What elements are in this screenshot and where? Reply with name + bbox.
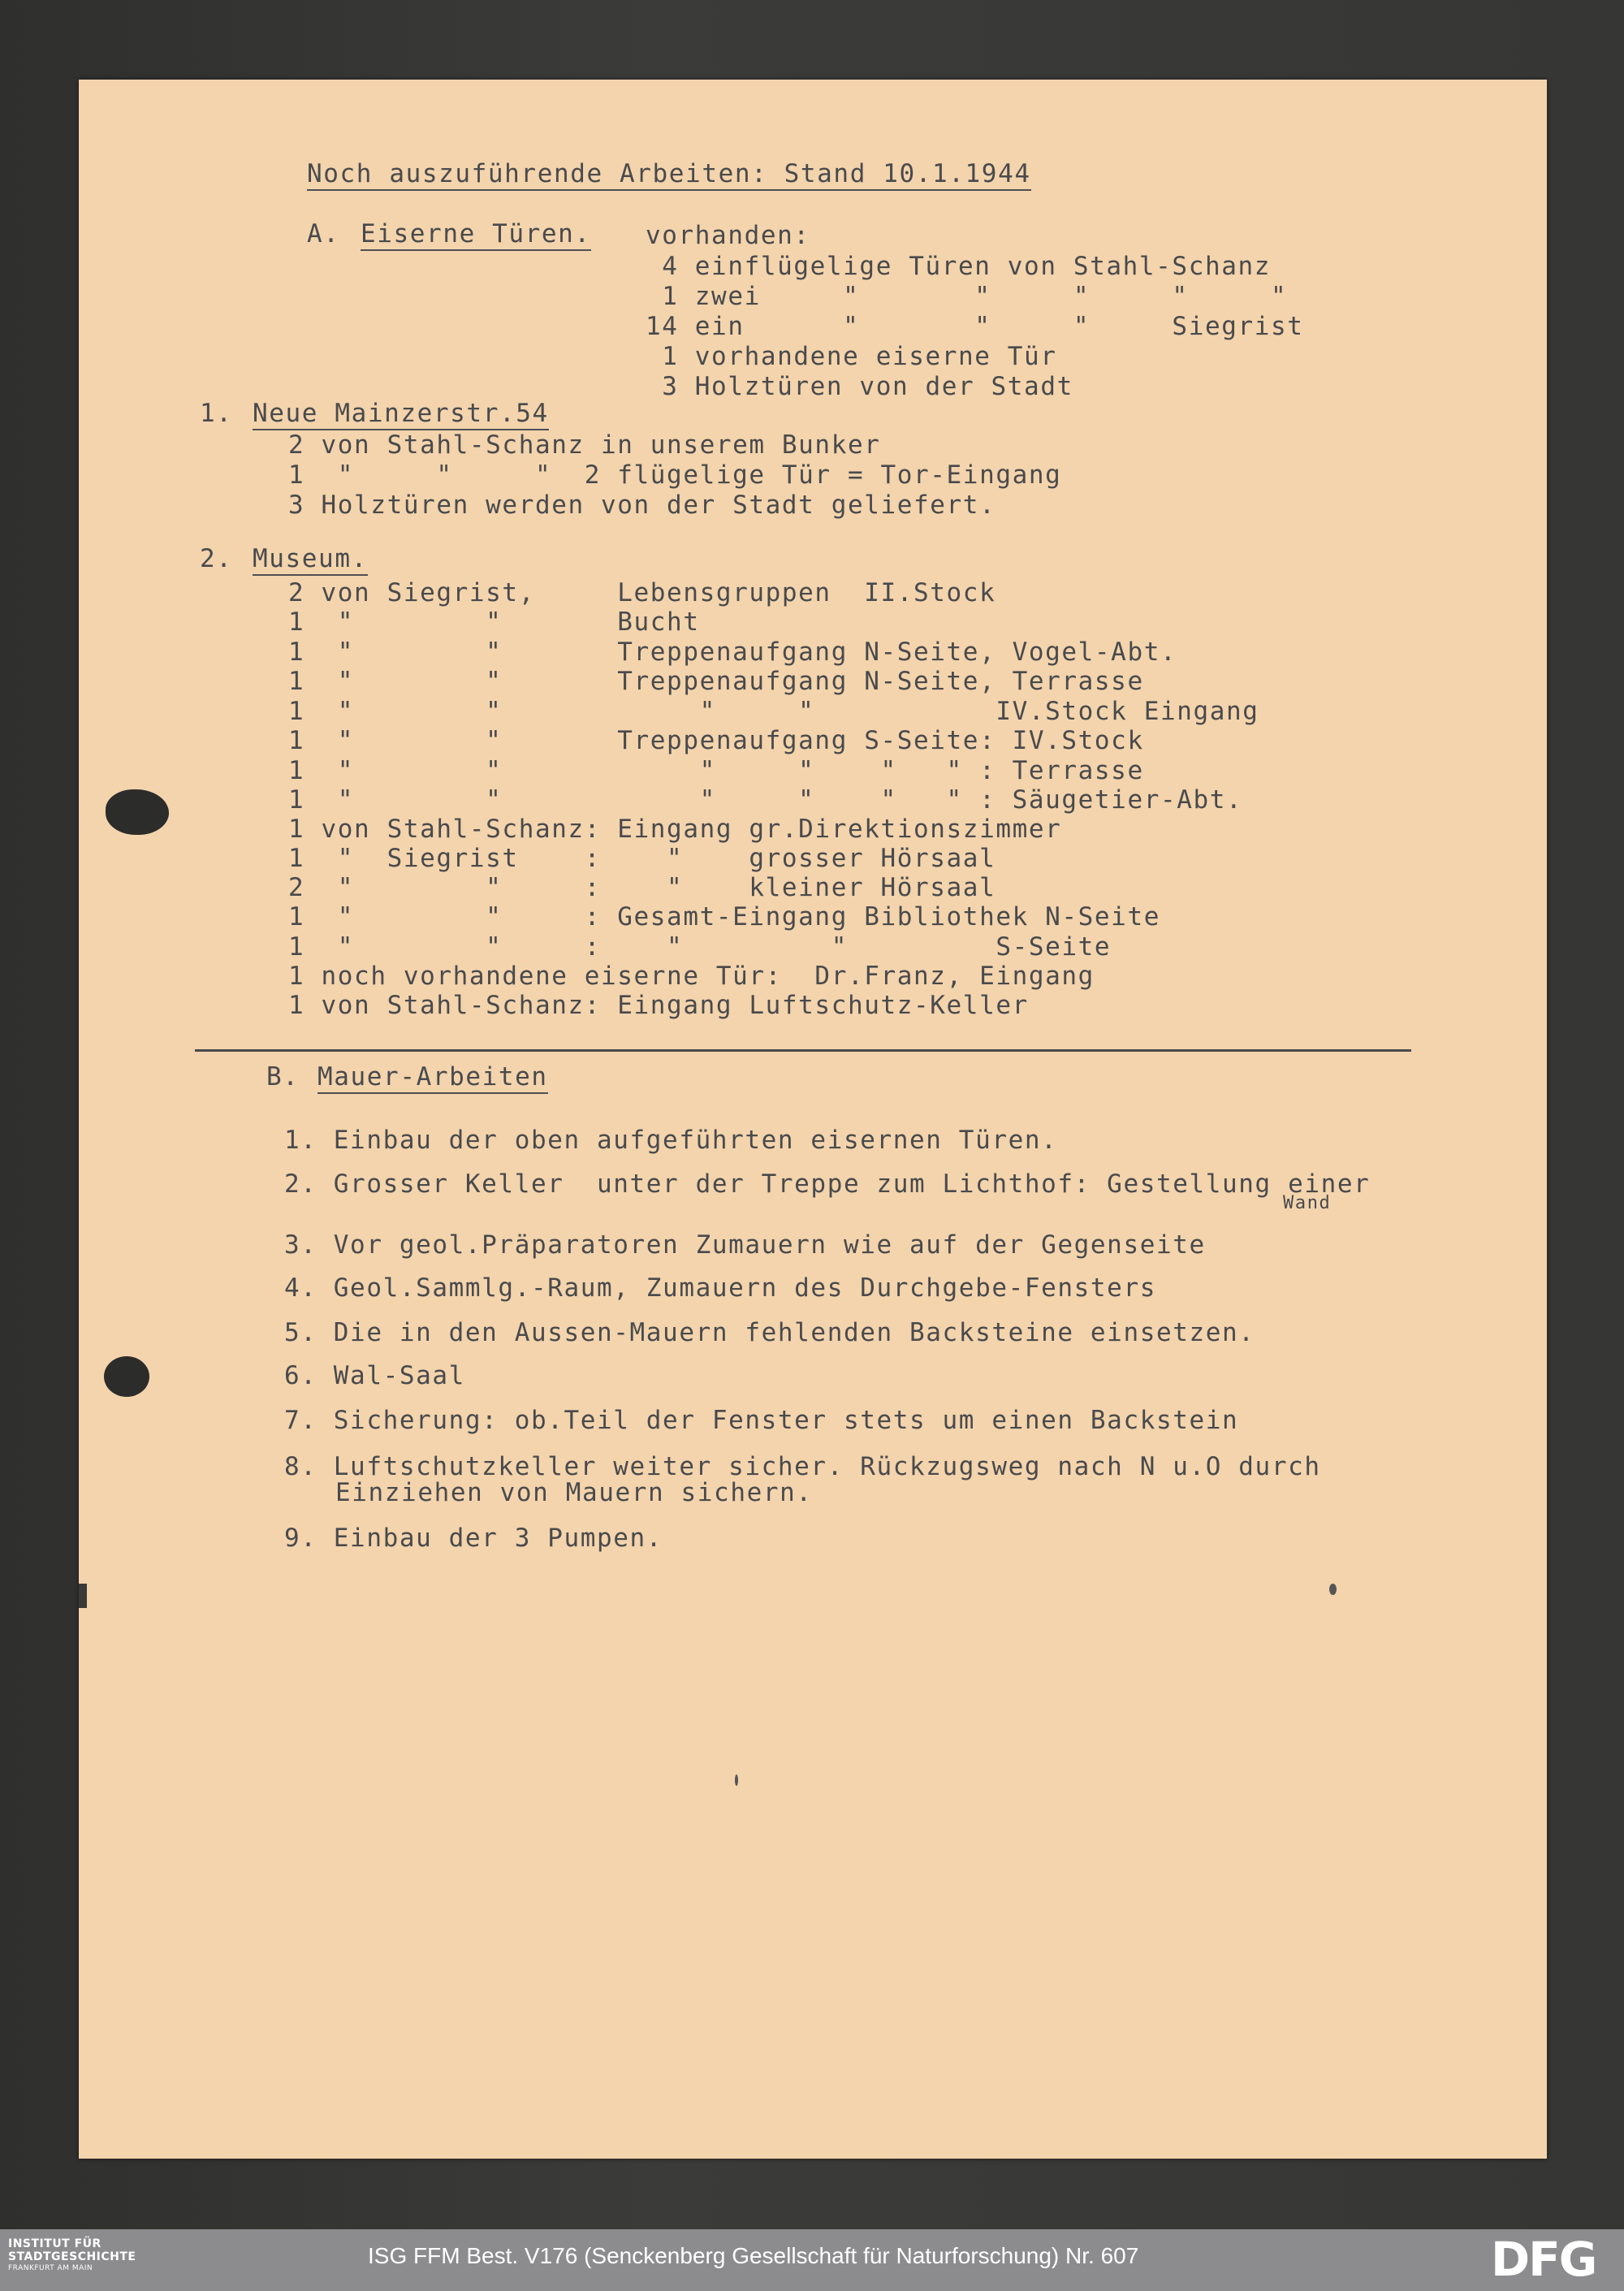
ink-speck <box>1329 1584 1337 1595</box>
work-item: 1. Einbau der oben aufgeführten eisernen Türen. <box>284 1126 1058 1155</box>
dfg-logo: DFG <box>1491 2232 1596 2287</box>
item-1-heading: Neue Mainzerstr.54 <box>253 399 549 430</box>
museum-line: 1 " " " " IV.Stock Eingang <box>288 697 1259 726</box>
item-1-line: 2 von Stahl-Schanz in unserem Bunker <box>288 430 881 460</box>
work-item: 3. Vor geol.Präparatoren Zumauern wie auf der Gegenseite <box>284 1230 1206 1260</box>
item-2-label: 2. <box>200 544 233 573</box>
punch-hole <box>104 1356 149 1397</box>
inventory-line: 14 ein " " " Siegrist <box>646 312 1304 341</box>
inventory-line: 1 vorhandene eiserne Tür <box>646 342 1057 371</box>
work-item: 4. Geol.Sammlg.-Raum, Zumauern des Durchgebe-Fensters <box>284 1273 1156 1303</box>
work-item: 2. Grosser Keller unter der Treppe zum Lichthof: Gestellung einer <box>284 1169 1371 1199</box>
museum-line: 1 " " : " " S-Seite <box>288 932 1112 962</box>
item-2-heading: Museum. <box>253 544 368 576</box>
work-item: 8. Luftschutzkeller weiter sicher. Rückzugsweg nach N u.O durch <box>284 1452 1321 1481</box>
museum-line: 1 " " : Gesamt-Eingang Bibliothek N-Seite <box>288 902 1160 932</box>
museum-line: 1 " " Treppenaufgang S-Seite: IV.Stock <box>288 726 1144 755</box>
item-1-line: 1 " " " 2 flügelige Tür = Tor-Eingang <box>288 460 1062 490</box>
logo-line: INSTITUT FÜR <box>8 2237 102 2250</box>
paper-tear <box>79 1584 87 1608</box>
work-item: 5. Die in den Aussen-Mauern fehlenden Backsteine einsetzen. <box>284 1318 1255 1347</box>
institute-logo <box>8 2237 154 2273</box>
inventory-line: 3 Holztüren von der Stadt <box>646 372 1073 401</box>
work-item-insert: Wand <box>1283 1193 1332 1213</box>
item-1-line: 3 Holztüren werden von der Stadt geliefert. <box>288 491 996 520</box>
logo-line: FRANKFURT AM MAIN <box>8 2264 93 2272</box>
item-1-label: 1. <box>200 399 233 428</box>
museum-line: 1 " " " " " " : Terrasse <box>288 756 1144 785</box>
ink-speck <box>735 1774 738 1786</box>
museum-line: 1 noch vorhandene eiserne Tür: Dr.Franz, Eingang <box>288 962 1095 991</box>
museum-line: 1 " " Treppenaufgang N-Seite, Vogel-Abt. <box>288 638 1177 667</box>
punch-hole <box>106 789 169 835</box>
section-divider <box>195 1049 1411 1052</box>
section-b-heading: Mauer-Arbeiten <box>317 1062 548 1094</box>
museum-line: 1 von Stahl-Schanz: Eingang Luftschutz-Keller <box>288 991 1029 1020</box>
museum-line: 1 " Siegrist : " grosser Hörsaal <box>288 844 996 873</box>
logo-line: STADTGESCHICHTE <box>8 2250 136 2263</box>
museum-line: 2 von Siegrist, Lebensgruppen II.Stock <box>288 578 996 607</box>
museum-line: 1 " " Bucht <box>288 607 700 637</box>
museum-line: 2 " " : " kleiner Hörsaal <box>288 873 996 902</box>
work-item: 6. Wal-Saal <box>284 1361 465 1390</box>
museum-line: 1 " " Treppenaufgang N-Seite, Terrasse <box>288 667 1144 696</box>
section-a-heading: Eiserne Türen. <box>361 219 591 251</box>
section-b-prefix: B. <box>266 1062 300 1091</box>
inventory-line: vorhanden: <box>646 221 810 250</box>
document-title: Noch auszuführende Arbeiten: Stand 10.1.1944 <box>307 159 1031 191</box>
museum-line: 1 " " " " " " : Säugetier-Abt. <box>288 785 1243 815</box>
archive-caption: ISG FFM Best. V176 (Senckenberg Gesellschaft für Naturforschung) Nr. 607 <box>368 2243 1139 2268</box>
work-item: 9. Einbau der 3 Pumpen. <box>284 1524 663 1553</box>
section-a-prefix: A. <box>307 219 340 249</box>
museum-line: 1 von Stahl-Schanz: Eingang gr.Direktionszimmer <box>288 815 1062 844</box>
work-item-continuation: Einziehen von Mauern sichern. <box>335 1478 813 1507</box>
inventory-line: 1 zwei " " " " " <box>646 282 1288 311</box>
inventory-line: 4 einflügelige Türen von Stahl-Schanz <box>646 252 1272 281</box>
work-item: 7. Sicherung: ob.Teil der Fenster stets um einen Backstein <box>284 1406 1239 1435</box>
